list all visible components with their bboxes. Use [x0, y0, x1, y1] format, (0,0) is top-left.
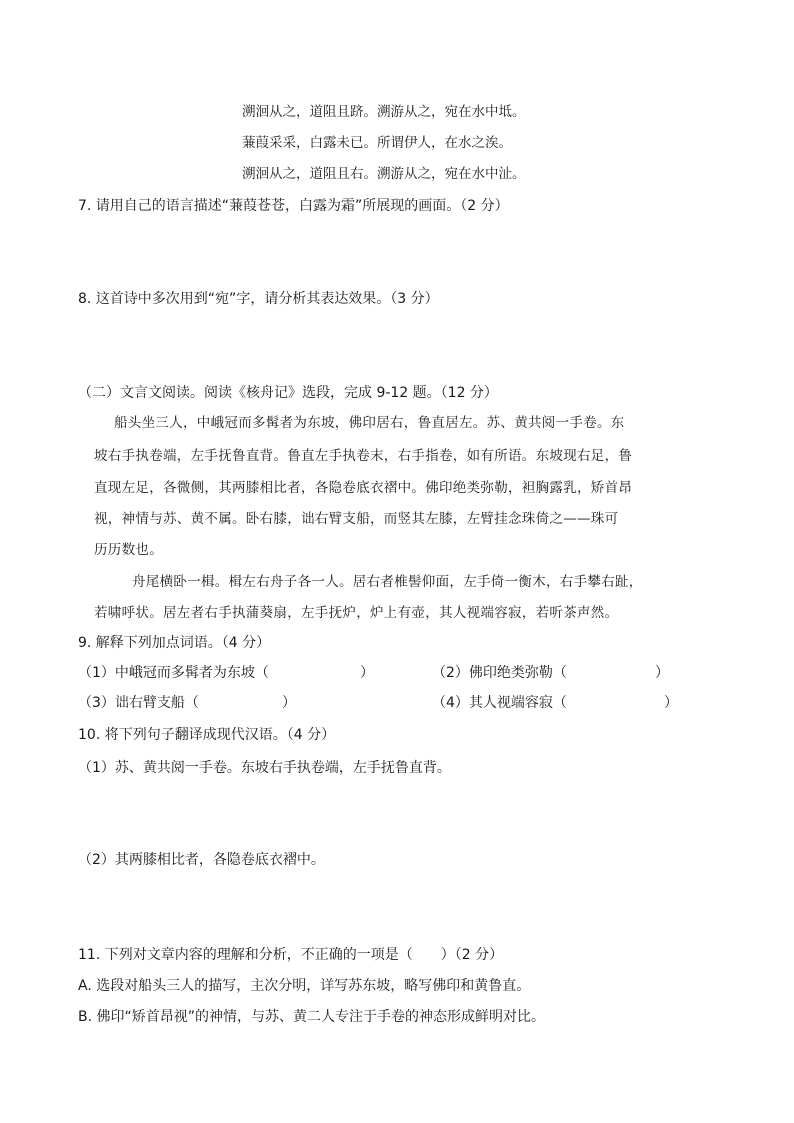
q11-option-a: A. 选段对船头三人的描写，主次分明，详写苏东坡，略写佛印和黄鲁直。 [78, 978, 531, 994]
question-7: 7. 请用自己的语言描述“蒹葭苍苍，白露为霜”所展现的画面。（2 分） [78, 198, 509, 214]
q9-item-1: （1）中峨冠而多髯者为东坡（ [78, 665, 269, 681]
q10-item-1: （1）苏、黄共阅一手卷。东坡右手执卷端，左手抚鲁直背。 [78, 760, 451, 776]
passage-p1-line-3: 直现左足，各微侧，其两膝相比者，各隐卷底衣褶中。佛印绝类弥勒，袒胸露乳，矫首昂 [94, 480, 633, 496]
passage-p1-line-1: 船头坐三人，中峨冠而多髯者为东坡，佛印居右，鲁直居左。苏、黄共阅一手卷。东 [114, 415, 625, 431]
passage-p2-line-2: 若啸呼状。居左者右手执蒲葵扇，左手抚炉，炉上有壶，其人视端容寂，若听茶声然。 [94, 605, 619, 621]
question-11: 11. 下列对文章内容的理解和分析，不正确的一项是（ ）（2 分） [78, 947, 504, 963]
q9-item-4: （4）其人视端容寂（ [432, 695, 567, 711]
passage-p2-line-1: 舟尾横卧一楫。楫左右舟子各一人。居右者椎髻仰面，左手倚一衡木，右手攀右趾， [132, 574, 643, 590]
q10-item-2: （2）其两膝相比者，各隐卷底衣褶中。 [78, 852, 325, 868]
q9-item-4-close: ） [664, 695, 678, 711]
q9-item-2-close: ） [655, 665, 669, 681]
q9-item-2: （2）佛印绝类弥勒（ [432, 665, 567, 681]
q9-item-3: （3）诎右臂支船（ [78, 695, 199, 711]
passage-p1-line-5: 历历数也。 [94, 542, 163, 558]
poem-line-3: 溯洄从之，道阻且右。溯游从之，宛在水中沚。 [242, 166, 526, 182]
q9-item-3-close: ） [282, 695, 296, 711]
question-9: 9. 解释下列加点词语。（4 分） [78, 635, 271, 651]
q9-item-1-close: ） [360, 665, 374, 681]
poem-line-1: 溯洄从之，道阻且跻。溯游从之，宛在水中坻。 [242, 104, 526, 120]
passage-p1-line-4: 视，神情与苏、黄不属。卧右膝，诎右臂支船，而竖其左膝，左臂挂念珠倚之——珠可 [94, 511, 619, 527]
passage-p1-line-2: 坡右手执卷端，左手抚鲁直背。鲁直左手执卷末，右手指卷，如有所语。东坡现右足，鲁 [94, 448, 633, 464]
section-2-heading: （二）文言文阅读。阅读《核舟记》选段，完成 9-12 题。（12 分） [78, 385, 498, 401]
question-10: 10. 将下列句子翻译成现代汉语。（4 分） [78, 727, 336, 743]
poem-line-2: 蒹葭采采，白露未已。所谓伊人，在水之涘。 [242, 135, 512, 151]
question-8: 8. 这首诗中多次用到“宛”字，请分析其表达效果。（3 分） [78, 291, 439, 307]
q11-option-b: B. 佛印“矫首昂视”的神情，与苏、黄二人专注于手卷的神态形成鲜明对比。 [78, 1009, 546, 1025]
